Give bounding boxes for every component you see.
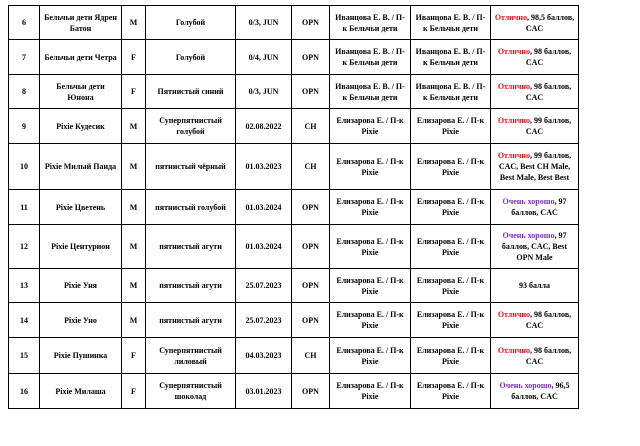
result-text: , 96,5 баллов, CAC	[511, 381, 570, 401]
result-text: , 98 баллов, CAC	[525, 81, 572, 102]
birth-date: 02.08.2022	[236, 109, 292, 144]
owner: Иванцова Е. В. / П-к Бельчьи дети	[411, 6, 491, 40]
animal-name: Pixie Милаша	[40, 374, 122, 409]
breeder: Иванцова Е. В. / П-к Бельчьи дети	[330, 40, 411, 75]
grade-label: Отлично	[497, 116, 530, 125]
grade-label: Отлично	[497, 151, 530, 160]
animal-color: пятнистый агути	[146, 303, 236, 338]
animal-color: пятнистый агути	[146, 269, 236, 303]
row-number: 10	[9, 144, 40, 190]
breeder: Елизарова Е. / П-к Pixie	[330, 338, 411, 374]
result-cell	[491, 269, 579, 303]
animal-sex: M	[122, 269, 146, 303]
owner: Елизарова Е. / П-к Pixie	[411, 374, 491, 409]
result-text: , 98 баллов, CAC	[525, 310, 572, 330]
row-number: 6	[9, 6, 40, 40]
owner: Елизарова Е. / П-к Pixie	[411, 225, 491, 269]
result-text: 93 балла	[518, 281, 551, 290]
animal-sex: F	[122, 40, 146, 75]
animal-sex: F	[122, 374, 146, 409]
animal-sex: F	[122, 75, 146, 109]
result-cell	[491, 75, 579, 109]
animal-color: Пятнистый синий	[146, 75, 236, 109]
birth-date: 04.03.2023	[236, 338, 292, 374]
result-cell	[491, 303, 579, 338]
animal-color: пятнистый агути	[146, 225, 236, 269]
owner: Елизарова Е. / П-к Pixie	[411, 190, 491, 225]
table-row	[9, 144, 579, 190]
result-text: , 98 баллов, CAC	[525, 47, 572, 67]
show-class: CH	[292, 338, 330, 374]
animal-name: Бельчьи дети Ядрен Батон	[40, 6, 122, 40]
animal-color: Голубой	[146, 40, 236, 75]
animal-sex: M	[122, 190, 146, 225]
show-class: OPN	[292, 190, 330, 225]
animal-color: Суперпятнистый голубой	[146, 109, 236, 144]
grade-label: Отлично	[494, 12, 527, 22]
owner: Иванцова Е. В. / П-к Бельчьи дети	[411, 40, 491, 75]
result-text: , 98,5 баллов, CAC	[525, 12, 575, 33]
result-cell	[491, 109, 579, 144]
row-number: 12	[9, 225, 40, 269]
show-class: OPN	[292, 75, 330, 109]
grade-label: Очень хорошо	[499, 381, 552, 390]
breeder: Елизарова Е. / П-к Pixie	[330, 109, 411, 144]
animal-color: Голубой	[146, 6, 236, 40]
table-row	[9, 303, 579, 338]
show-class: OPN	[292, 303, 330, 338]
birth-date: 01.03.2023	[236, 144, 292, 190]
row-number: 16	[9, 374, 40, 409]
animal-sex: M	[122, 6, 146, 40]
birth-date: 03.01.2023	[236, 374, 292, 409]
show-class: OPN	[292, 6, 330, 40]
animal-name: Pixie Уно	[40, 303, 122, 338]
show-class: OPN	[292, 225, 330, 269]
table-row	[9, 374, 579, 409]
breeder: Елизарова Е. / П-к Pixie	[330, 225, 411, 269]
animal-color: Суперпятнистый лиловый	[146, 338, 236, 374]
animal-name: Pixie Кудесик	[40, 109, 122, 144]
show-class: OPN	[292, 269, 330, 303]
animal-name: Бельчьи дети Юнона	[40, 75, 122, 109]
animal-name: Pixie Пушинка	[40, 338, 122, 374]
result-cell	[491, 374, 579, 409]
birth-date: 0/4, JUN	[236, 40, 292, 75]
show-class: OPN	[292, 374, 330, 409]
birth-date: 0/3, JUN	[236, 6, 292, 40]
grade-label: Отлично	[497, 345, 530, 355]
owner: Елизарова Е. / П-к Pixie	[411, 303, 491, 338]
result-text: , 97 баллов, CAC, Best OPN Male	[501, 231, 568, 262]
grade-label: Очень хорошо	[502, 231, 555, 240]
row-number: 15	[9, 338, 40, 374]
birth-date: 25.07.2023	[236, 303, 292, 338]
birth-date: 0/3, JUN	[236, 75, 292, 109]
animal-name: Pixie Цветень	[40, 190, 122, 225]
table-row	[9, 109, 579, 144]
row-number: 14	[9, 303, 40, 338]
row-number: 11	[9, 190, 40, 225]
result-text: , 97 баллов, CAC	[511, 197, 567, 217]
result-cell	[491, 190, 579, 225]
result-text: , 99 баллов, CAC	[525, 116, 572, 136]
animal-sex: M	[122, 109, 146, 144]
breeder: Елизарова Е. / П-к Pixie	[330, 303, 411, 338]
result-cell	[491, 144, 579, 190]
grade-label: Отлично	[497, 81, 530, 91]
breeder: Елизарова Е. / П-к Pixie	[330, 144, 411, 190]
owner: Елизарова Е. / П-к Pixie	[411, 144, 491, 190]
animal-name: Pixie Уня	[40, 269, 122, 303]
table-row	[9, 225, 579, 269]
birth-date: 01.03.2024	[236, 190, 292, 225]
row-number: 7	[9, 40, 40, 75]
owner: Елизарова Е. / П-к Pixie	[411, 109, 491, 144]
show-class: CH	[292, 144, 330, 190]
animal-color: пятнистый голубой	[146, 190, 236, 225]
result-text: , 99 баллов, CAC, Best CH Male, Best Male, Best Best	[498, 151, 572, 182]
table-row	[9, 338, 579, 374]
owner: Елизарова Е. / П-к Pixie	[411, 338, 491, 374]
grade-label: Отлично	[497, 310, 530, 319]
row-number: 9	[9, 109, 40, 144]
owner: Елизарова Е. / П-к Pixie	[411, 269, 491, 303]
birth-date: 01.03.2024	[236, 225, 292, 269]
table-row	[9, 40, 579, 75]
table-row	[9, 269, 579, 303]
breeder: Елизарова Е. / П-к Pixie	[330, 374, 411, 409]
row-number: 8	[9, 75, 40, 109]
animal-sex: M	[122, 303, 146, 338]
breeder: Елизарова Е. / П-к Pixie	[330, 269, 411, 303]
grade-label: Отлично	[497, 47, 530, 56]
breeder: Иванцова Е. В. / П-к Бельчьи дети	[330, 75, 411, 109]
row-number: 13	[9, 269, 40, 303]
animal-sex: M	[122, 144, 146, 190]
animal-color: пятнистый чёрный	[146, 144, 236, 190]
show-class: OPN	[292, 40, 330, 75]
result-cell	[491, 40, 579, 75]
owner: Иванцова Е. В. / П-к Бельчьи дети	[411, 75, 491, 109]
table-row	[9, 75, 579, 109]
animal-sex: M	[122, 225, 146, 269]
table-row	[9, 6, 579, 40]
show-class: CH	[292, 109, 330, 144]
result-cell	[491, 338, 579, 374]
animal-name: Pixie Центурион	[40, 225, 122, 269]
results-table	[8, 5, 579, 409]
birth-date: 25.07.2023	[236, 269, 292, 303]
result-cell	[491, 6, 579, 40]
animal-name: Pixie Милый Панда	[40, 144, 122, 190]
breeder: Елизарова Е. / П-к Pixie	[330, 190, 411, 225]
table-row	[9, 190, 579, 225]
result-text: , 98 баллов, CAC	[525, 345, 572, 366]
animal-sex: F	[122, 338, 146, 374]
animal-name: Бельчьи дети Четра	[40, 40, 122, 75]
animal-color: Суперпятнистый шоколад	[146, 374, 236, 409]
breeder: Иванцова Е. В. / П-к Бельчьи дети	[330, 6, 411, 40]
result-cell	[491, 225, 579, 269]
grade-label: Очень хорошо	[502, 197, 555, 206]
results-body	[9, 6, 579, 409]
